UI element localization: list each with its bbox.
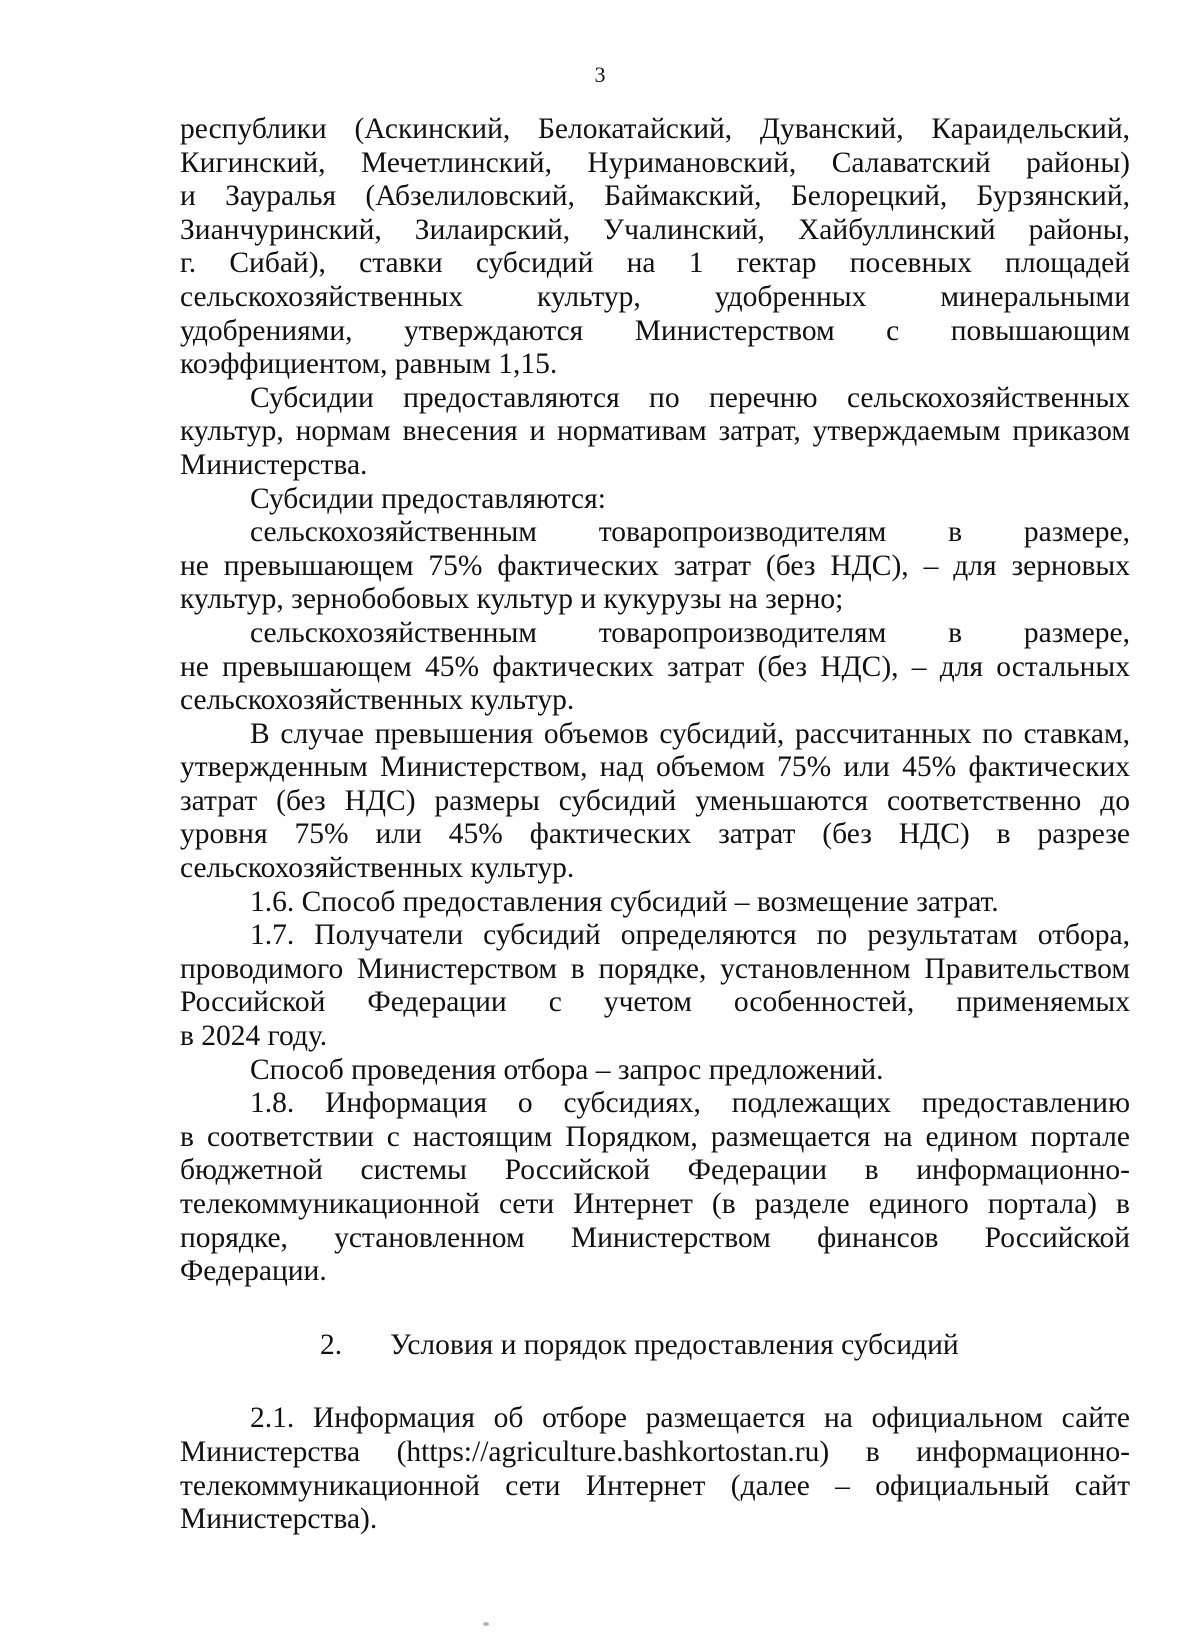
clause-1-6	[180, 886, 1130, 920]
text-line: Зианчуринский, Зилаирский, Учалинский, Хайбуллинский районы,	[180, 213, 1130, 246]
text-line: культур, зернобобовых культур и кукурузы на зерно;	[180, 583, 844, 616]
text-line: Субсидии предоставляются:	[250, 482, 606, 515]
paragraph-subsidies-provided	[180, 483, 1130, 517]
text-line: в соответствии с настоящим Порядком, размещается на едином портале	[180, 1120, 1130, 1153]
text-line: в 2024 году.	[180, 1020, 328, 1053]
section-heading	[180, 1329, 1130, 1363]
page-number: 3	[594, 62, 606, 87]
paragraph-75-percent	[180, 516, 1130, 617]
text-line: Федерации.	[180, 1255, 327, 1288]
text-line: В случае превышения объемов субсидий, рассчитанных по ставкам,	[250, 717, 1130, 750]
paragraph-excess-subsidies	[180, 718, 1130, 886]
paragraph-45-percent	[180, 617, 1130, 718]
text-line: республики (Аскинский, Белокатайский, Дуванский, Караидельский,	[180, 113, 1130, 145]
text-line: г. Сибай), ставки субсидий на 1 гектар посевных площадей	[180, 247, 1130, 280]
section-number: 2.	[320, 1328, 343, 1361]
paragraph-selection-method	[180, 1054, 1130, 1088]
section-title: Условия и порядок предоставления субсидий	[390, 1328, 959, 1361]
text-line: затрат (без НДС) размеры субсидий уменьшаются соответственно до	[180, 784, 1130, 817]
text-line: порядке, установленном Министерством финансов Российской	[180, 1221, 1130, 1254]
text-line: Министерства.	[180, 448, 368, 481]
text-line: Российской Федерации с учетом особенностей, применяемых	[180, 986, 1130, 1019]
text-line: удобрениями, утверждаются Министерством с повышающим	[180, 314, 1130, 347]
text-line: уровня 75% или 45% фактических затрат (без НДС) в разрезе	[180, 818, 1130, 851]
text-line: 2.1. Информация об отборе размещается на официальном сайте	[250, 1402, 1130, 1435]
text-line: проводимого Министерством в порядке, установленном Правительством	[180, 952, 1130, 985]
text-line: 1.6. Способ предоставления субсидий – возмещение затрат.	[250, 885, 999, 918]
text-line: Министерства).	[180, 1503, 378, 1536]
text-line: не превышающем 45% фактических затрат (без НДС), – для остальных	[180, 650, 1130, 683]
document-body	[180, 113, 1130, 1537]
text-line: сельскохозяйственным товаропроизводителям в размере,	[250, 516, 1130, 549]
text-line: сельскохозяйственным товаропроизводителям в размере,	[250, 616, 1130, 649]
text-line: Министерства (https://agriculture.bashkortostan.ru) в информационно-	[180, 1435, 1130, 1468]
text-line: телекоммуникационной сети Интернет (далее – официальный сайт	[180, 1469, 1130, 1502]
text-line: культур, нормам внесения и нормативам затрат, утверждаемым приказом	[180, 415, 1130, 448]
paragraph-regions-list	[180, 113, 1130, 382]
clause-2-1	[180, 1402, 1130, 1536]
paragraph-subsidy-list	[180, 382, 1130, 483]
text-line: сельскохозяйственных культур, удобренных минеральными	[180, 280, 1130, 313]
text-line: сельскохозяйственных культур.	[180, 684, 575, 717]
text-line: Кигинский, Мечетлинский, Нуримановский, Салаватский районы)	[180, 146, 1130, 179]
text-line: 1.8. Информация о субсидиях, подлежащих предоставлению	[250, 1087, 1130, 1120]
text-line: бюджетной системы Российской Федерации в информационно-	[180, 1154, 1130, 1187]
text-line: 1.7. Получатели субсидий определяются по результатам отбора,	[250, 919, 1130, 952]
text-line: телекоммуникационной сети Интернет (в разделе единого портала) в	[180, 1188, 1130, 1220]
text-line: и Зауралья (Абзелиловский, Баймакский, Белорецкий, Бурзянский,	[180, 180, 1130, 213]
scan-speck	[483, 1622, 489, 1626]
text-line: Способ проведения отбора – запрос предложений.	[250, 1053, 884, 1086]
text-line: коэффициентом, равным 1,15.	[180, 348, 558, 381]
text-line: утвержденным Министерством, над объемом 75% или 45% фактических	[180, 751, 1130, 784]
text-line: сельскохозяйственных культур.	[180, 852, 575, 885]
clause-1-8	[180, 1087, 1130, 1289]
clause-1-7	[180, 919, 1130, 1053]
text-line: Субсидии предоставляются по перечню сельскохозяйственных	[250, 381, 1130, 414]
text-line: не превышающем 75% фактических затрат (без НДС), – для зерновых	[180, 549, 1130, 582]
